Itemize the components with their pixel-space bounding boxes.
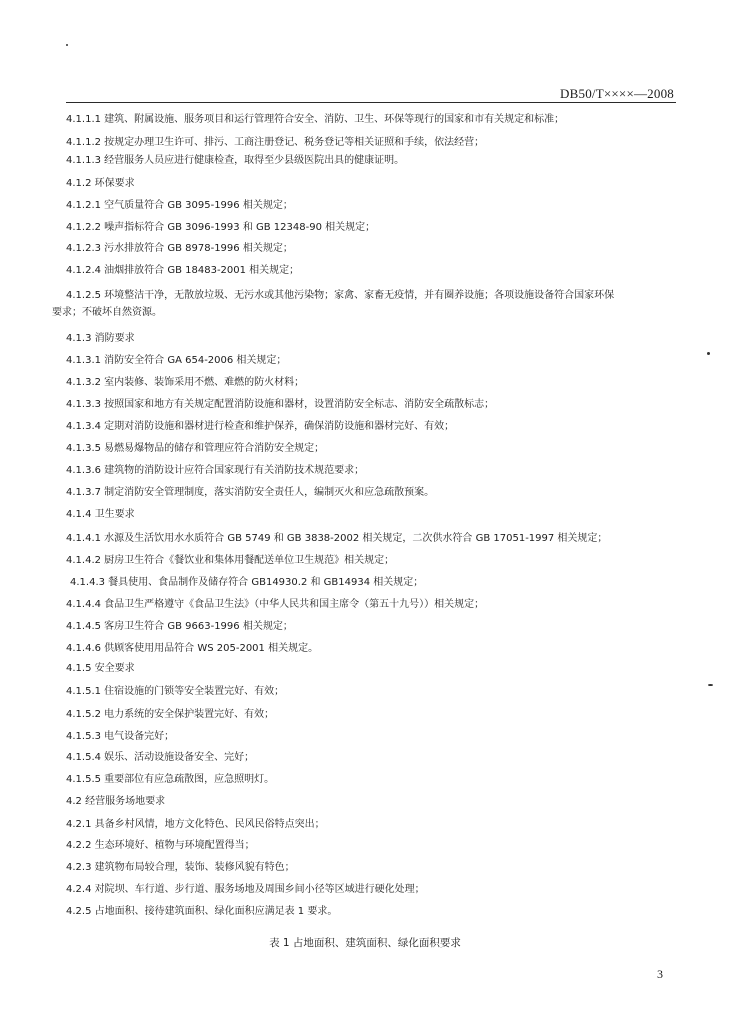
clause-4-2-1: 4.2.1 具备乡村风情，地方文化特色、民风民俗特点突出； <box>66 819 325 830</box>
clause-4-1-2-5: 4.1.2.5 环境整洁干净，无散放垃圾、无污水或其他污染物；家禽、家畜无疫情，并有圈养设施；各项设施设备符合国家环保 <box>66 290 615 301</box>
clause-4-1-5-4: 4.1.5.4 娱乐、活动设施设备安全、完好； <box>66 752 255 763</box>
scan-speck <box>708 684 713 686</box>
clause-4-1-3-1: 4.1.3.1 消防安全符合 GA 654-2006 相关规定； <box>66 355 287 366</box>
clause-4-1-3-5: 4.1.3.5 易燃易爆物品的储存和管理应符合消防安全规定； <box>66 443 325 454</box>
clause-4-1-3-3: 4.1.3.3 按照国家和地方有关规定配置消防设施和器材，设置消防安全标志、消防安全疏散标志； <box>66 399 495 410</box>
scan-speck <box>66 44 68 46</box>
clause-4-1-5-5: 4.1.5.5 重要部位有应急疏散图，应急照明灯。 <box>66 774 275 785</box>
table-caption: 表 1 占地面积、建筑面积、绿化面积要求 <box>269 937 461 949</box>
clause-4-1-1-2: 4.1.1.2 按规定办理卫生许可、排污、工商注册登记、税务登记等相关证照和手续，依法经营； <box>66 137 485 148</box>
clause-4-2-3: 4.2.3 建筑物布局较合理，装饰、装修风貌有特色； <box>66 862 295 873</box>
scan-speck <box>707 352 710 355</box>
clause-4-1-4-6: 4.1.4.6 供顾客使用用品符合 WS 205-2001 相关规定。 <box>66 643 319 654</box>
standard-code: DB50/T××××—2008 <box>560 86 674 101</box>
heading-4-1-2: 4.1.2 环保要求 <box>66 178 135 189</box>
header-rule <box>66 102 676 103</box>
heading-4-1-5: 4.1.5 安全要求 <box>66 663 135 674</box>
clause-4-1-5-3: 4.1.5.3 电气设备完好； <box>66 731 175 742</box>
heading-4-2: 4.2 经营服务场地要求 <box>66 796 166 807</box>
clause-4-1-2-5-cont: 要求；不破坏自然资源。 <box>52 307 162 318</box>
clause-4-1-2-3: 4.1.2.3 污水排放符合 GB 8978-1996 相关规定； <box>66 243 293 254</box>
clause-4-1-5-2: 4.1.5.2 电力系统的安全保护装置完好、有效； <box>66 709 275 720</box>
clause-4-1-3-6: 4.1.3.6 建筑物的消防设计应符合国家现行有关消防技术规范要求； <box>66 465 365 476</box>
clause-4-2-2: 4.2.2 生态环境好、植物与环境配置得当； <box>66 840 255 851</box>
clause-4-1-4-5: 4.1.4.5 客房卫生符合 GB 9663-1996 相关规定； <box>66 621 293 632</box>
clause-4-1-3-2: 4.1.3.2 室内装修、装饰采用不燃、难燃的防火材料； <box>66 377 305 388</box>
heading-4-1-4: 4.1.4 卫生要求 <box>66 509 135 520</box>
clause-4-1-4-4: 4.1.4.4 食品卫生严格遵守《食品卫生法》（中华人民共和国主席令（第五十九号））相关规定； <box>66 599 485 610</box>
heading-4-1-3: 4.1.3 消防要求 <box>66 333 135 344</box>
clause-4-1-4-3: 4.1.4.3 餐具使用、食品制作及储存符合 GB14930.2 和 GB14934 相关规定； <box>70 577 424 588</box>
clause-4-1-4-1: 4.1.4.1 水源及生活饮用水水质符合 GB 5749 和 GB 3838-2002 相关规定，二次供水符合 GB 17051-1997 相关规定； <box>66 533 608 544</box>
clause-4-1-2-4: 4.1.2.4 油烟排放符合 GB 18483-2001 相关规定； <box>66 265 300 276</box>
page-number: 3 <box>657 967 663 981</box>
clause-4-1-1-1: 4.1.1.1 建筑、附属设施、服务项目和运行管理符合安全、消防、卫生、环保等现行的国家和市有关规定和标准； <box>66 114 565 125</box>
clause-4-1-1-3: 4.1.1.3 经营服务人员应进行健康检查，取得至少县级医院出具的健康证明。 <box>66 155 405 166</box>
clause-4-1-2-1: 4.1.2.1 空气质量符合 GB 3095-1996 相关规定； <box>66 200 293 211</box>
clause-4-1-2-2: 4.1.2.2 噪声指标符合 GB 3096-1993 和 GB 12348-90 相关规定； <box>66 222 376 233</box>
clause-4-2-5: 4.2.5 占地面积、接待建筑面积、绿化面积应满足表 1 要求。 <box>66 906 338 917</box>
clause-4-1-4-2: 4.1.4.2 厨房卫生符合《餐饮业和集体用餐配送单位卫生规范》相关规定； <box>66 555 395 566</box>
clause-4-1-3-4: 4.1.3.4 定期对消防设施和器材进行检查和维护保养，确保消防设施和器材完好、有效； <box>66 421 455 432</box>
clause-4-1-5-1: 4.1.5.1 住宿设施的门锁等安全装置完好、有效； <box>66 686 285 697</box>
clause-4-2-4: 4.2.4 对院坝、车行道、步行道、服务场地及周围乡间小径等区域进行硬化处理； <box>66 884 425 895</box>
clause-4-1-3-7: 4.1.3.7 制定消防安全管理制度，落实消防安全责任人，编制灭火和应急疏散预案。 <box>66 487 435 498</box>
